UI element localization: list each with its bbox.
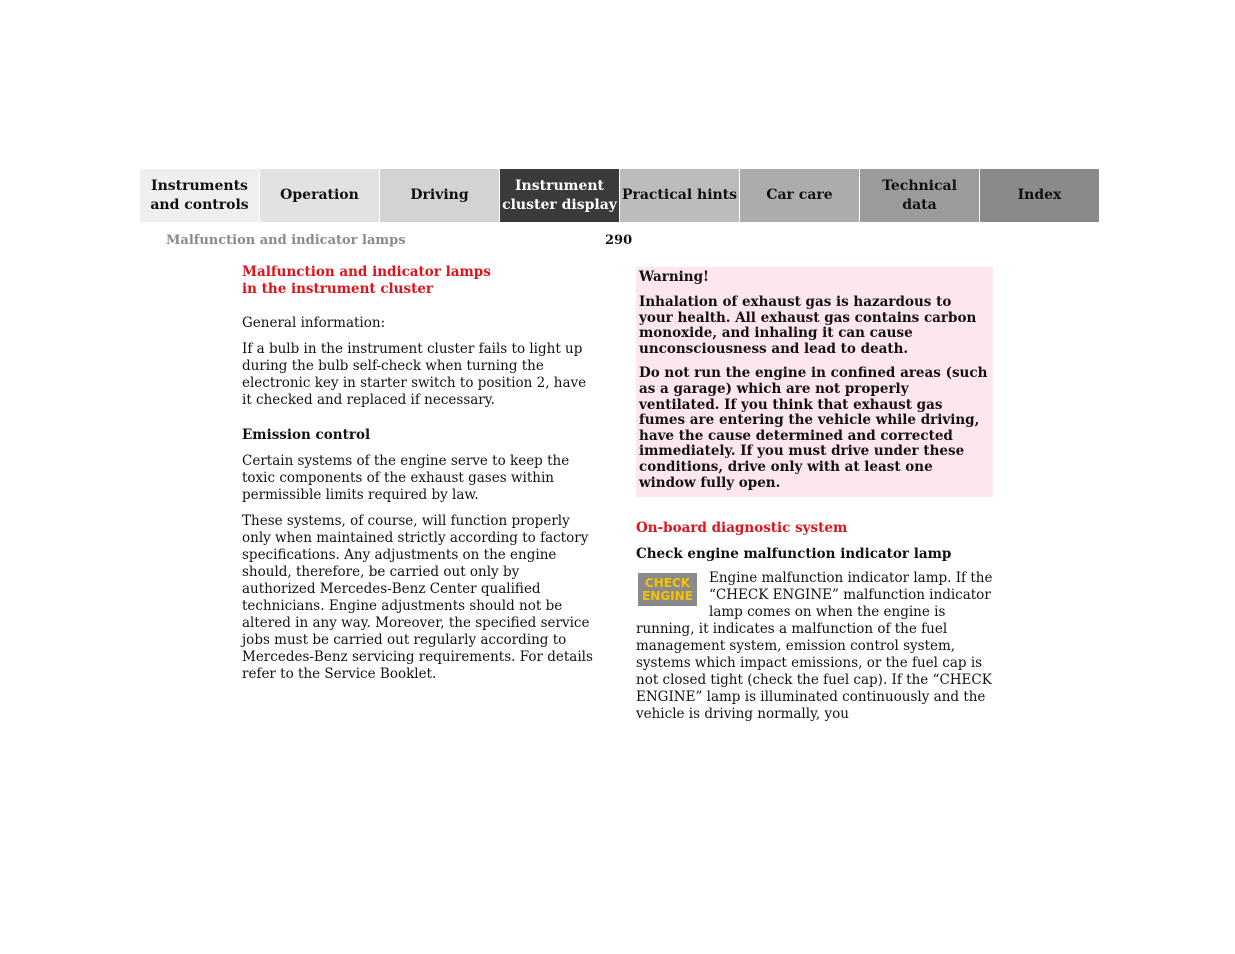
- tab-operation[interactable]: Operation: [260, 169, 379, 222]
- tab-practical-hints[interactable]: Practical hints: [620, 169, 739, 222]
- cluster-lamps-heading: Malfunction and indicator lamps in the instrument cluster: [242, 264, 491, 297]
- general-info-text: If a bulb in the instrument cluster fails to light up during the bulb self-check when turning the electronic key in starter switch to position 2, have it checked and replaced if necessary.: [242, 341, 587, 408]
- warning-title: Warning!: [639, 269, 709, 285]
- check-engine-text: Engine malfunction indicator lamp. If the “CHECK ENGINE” malfunction indicator lamp comes on when the engine is running, it indicates a malfunction of the fuel management system, emission control system, systems which impact emissions, or the fuel cap is not closed tight (check the fuel cap). If the “CHECK ENGINE” lamp is illuminated continuously and the vehicle is driving normally, you: [636, 570, 993, 723]
- emission-paragraph-1: Certain systems of the engine serve to keep the toxic components of the exhaust gases within permissible limits required by law.: [242, 453, 570, 503]
- lamp-line-1: CHECK: [644, 575, 691, 590]
- emission-control-heading: Emission control: [242, 427, 371, 443]
- tab-driving[interactable]: Driving: [380, 169, 499, 222]
- warning-box: [636, 267, 993, 497]
- warning-paragraph-1: Inhalation of exhaust gas is hazardous to your health. All exhaust gas contains carbon monoxide, and inhaling it can cause unconsciousness and lead to death.: [639, 294, 977, 357]
- warning-paragraph-2: Do not run the engine in confined areas (such as a garage) which are not properly ventilated. If you think that exhaust gas fumes are entering the vehicle while driving, have the cause determined and corrected immediately. If you must drive under these conditions, drive only with at least one window fully open.: [639, 365, 988, 491]
- lamp-line-2: ENGINE: [642, 588, 693, 603]
- tab-index[interactable]: Index: [980, 169, 1099, 222]
- chapter-tab-bar: [140, 169, 1095, 222]
- check-engine-icon: [638, 573, 697, 606]
- tab-instrument-cluster-display[interactable]: Instrument cluster display: [500, 169, 619, 222]
- right-column: [636, 267, 993, 723]
- check-engine-lamp-description: [636, 570, 993, 723]
- emission-paragraph-2: These systems, of course, will function properly only when maintained strictly according to factory specifications. Any adjustments on the engine should, therefore, be carried out only by authorized Mercedes-Benz Center qualified technicians. Engine adjustments should not be altered in any way. Moreover, the specified service jobs must be carried out regularly according to Mercedes-Benz servicing requirements. For details refer to the Service Booklet.: [242, 513, 593, 682]
- page-number: 290: [605, 233, 633, 248]
- tab-technical-data[interactable]: Technical data: [860, 169, 979, 222]
- obd-heading: On-board diagnostic system: [636, 520, 848, 537]
- general-info-label: General information:: [242, 315, 386, 331]
- tab-car-care[interactable]: Car care: [740, 169, 859, 222]
- tab-instruments-and-controls[interactable]: Instruments and controls: [140, 169, 259, 222]
- check-engine-heading: Check engine malfunction indicator lamp: [636, 546, 952, 563]
- left-column: [242, 264, 597, 683]
- section-title: Malfunction and indicator lamps: [166, 233, 406, 248]
